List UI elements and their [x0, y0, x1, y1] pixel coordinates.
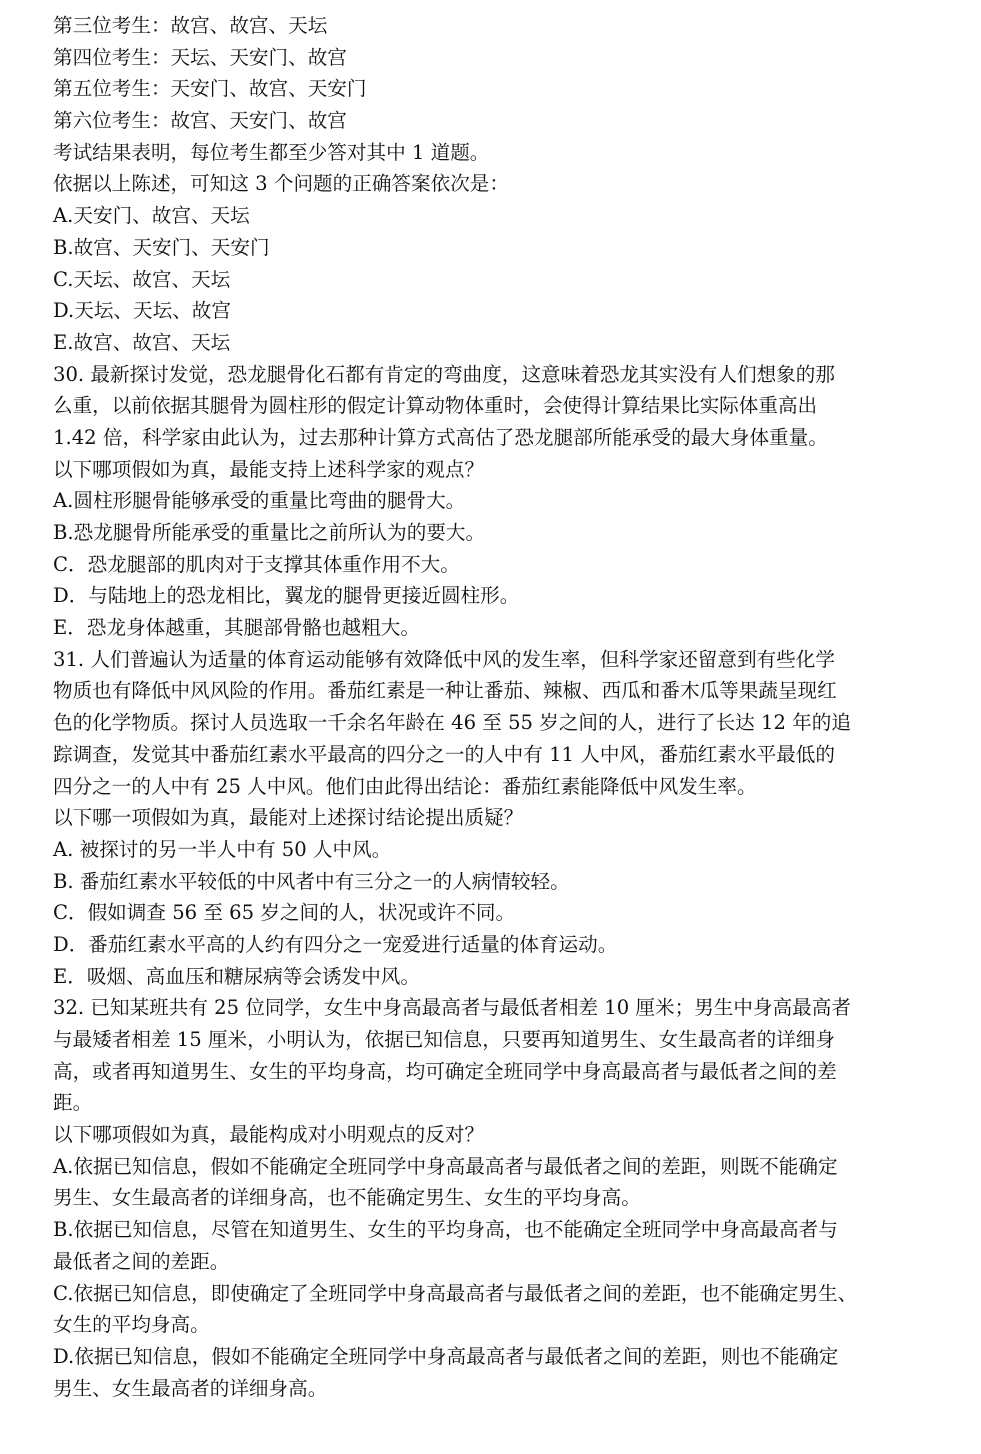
text-line: 男生、女生最高者的详细身高。 — [53, 1376, 328, 1400]
text-line: D.依据已知信息，假如不能确定全班同学中身高最高者与最低者之间的差距，则也不能确定 — [53, 1344, 839, 1368]
text-line: 以下哪一项假如为真，最能对上述探讨结论提出质疑？ — [53, 806, 524, 830]
text-line: 男生、女生最高者的详细身高，也不能确定男生、女生的平均身高。 — [53, 1186, 641, 1210]
text-line: E．恐龙身体越重，其腿部骨骼也越粗大。 — [53, 616, 420, 640]
text-line: A.天安门、故宫、天坛 — [53, 204, 250, 228]
text-line: 与最矮者相差 15 厘米，小明认为，依据已知信息，只要再知道男生、女生最高者的详细身 — [53, 1028, 835, 1051]
text-line: C.依据已知信息，即使确定了全班同学中身高最高者与最低者之间的差距，也不能确定男生、 — [53, 1281, 858, 1305]
text-line: 31. 人们普遍认为适量的体育运动能够有效降低中风的发生率，但科学家还留意到有些化学 — [53, 647, 835, 671]
text-line: C.天坛、故宫、天坛 — [53, 267, 231, 291]
text-line: 高，或者再知道男生、女生的平均身高，均可确定全班同学中身高最高者与最低者之间的差 — [53, 1059, 837, 1083]
text-line: A. 被探讨的另一半人中有 50 人中风。 — [53, 837, 392, 861]
text-line: 踪调查，发觉其中番茄红素水平最高的四分之一的人中有 11 人中风，番茄红素水平最低的 — [53, 742, 835, 766]
text-line: B.依据已知信息，尽管在知道男生、女生的平均身高，也不能确定全班同学中身高最高者与 — [53, 1218, 838, 1242]
text-line: E．吸烟、高血压和糖尿病等会诱发中风。 — [53, 964, 420, 988]
text-line: A.依据已知信息，假如不能确定全班同学中身高最高者与最低者之间的差距，则既不能确定 — [53, 1154, 838, 1178]
text-line: 30. 最新探讨发觉，恐龙腿骨化石都有肯定的弯曲度，这意味着恐龙其实没有人们想象的那 — [53, 362, 835, 386]
text-line: 距。 — [53, 1091, 93, 1115]
text-line: 第六位考生：故宫、天安门、故宫 — [53, 109, 347, 133]
text-line: A.圆柱形腿骨能够承受的重量比弯曲的腿骨大。 — [53, 489, 466, 513]
text-line: E.故宫、故宫、天坛 — [53, 330, 231, 354]
text-line: B. 番茄红素水平较低的中风者中有三分之一的人病情较轻。 — [53, 869, 570, 893]
text-line: 色的化学物质。探讨人员选取一千余名年龄在 46 至 55 岁之间的人，进行了长达 12 年的追 — [53, 711, 851, 735]
text-line: B.故宫、天安门、天安门 — [53, 235, 270, 259]
text-line: 依据以上陈述，可知这 3 个问题的正确答案依次是： — [53, 172, 509, 196]
text-line: D．与陆地上的恐龙相比，翼龙的腿骨更接近圆柱形。 — [53, 584, 520, 608]
text-line: 32. 已知某班共有 25 位同学，女生中身高最高者与最低者相差 10 厘米；男生中身高最高者 — [53, 996, 851, 1020]
text-line: C．恐龙腿部的肌肉对于支撑其体重作用不大。 — [53, 552, 460, 576]
document-page — [53, 10, 913, 1404]
text-line: 女生的平均身高。 — [53, 1313, 210, 1337]
text-line: D．番茄红素水平高的人约有四分之一宠爱进行适量的体育运动。 — [53, 932, 618, 956]
text-line: 考试结果表明，每位考生都至少答对其中 1 道题。 — [53, 140, 490, 164]
text-line: D.天坛、天坛、故宫 — [53, 299, 231, 323]
text-line: 第四位考生：天坛、天安门、故宫 — [53, 45, 347, 69]
text-line: B.恐龙腿骨所能承受的重量比之前所认为的要大。 — [53, 521, 486, 544]
text-line: 第三位考生：故宫、故宫、天坛 — [53, 14, 328, 37]
text-line: 以下哪项假如为真，最能构成对小明观点的反对？ — [53, 1123, 485, 1147]
text-line: 最低者之间的差距。 — [53, 1249, 230, 1273]
text-line: 么重，以前依据其腿骨为圆柱形的假定计算动物体重时，会使得计算结果比实际体重高出 — [53, 394, 818, 418]
text-line: 以下哪项假如为真，最能支持上述科学家的观点？ — [53, 457, 485, 481]
text-line: C．假如调查 56 至 65 岁之间的人，状况或许不同。 — [53, 901, 516, 925]
text-line: 1.42 倍，科学家由此认为，过去那种计算方式高估了恐龙腿部所能承受的最大身体重量。 — [53, 425, 828, 449]
text-line: 物质也有降低中风风险的作用。番茄红素是一种让番茄、辣椒、西瓜和番木瓜等果蔬呈现红 — [53, 679, 837, 703]
text-line: 四分之一的人中有 25 人中风。他们由此得出结论：番茄红素能降低中风发生率。 — [53, 774, 757, 798]
text-line: 第五位考生：天安门、故宫、天安门 — [53, 77, 367, 101]
